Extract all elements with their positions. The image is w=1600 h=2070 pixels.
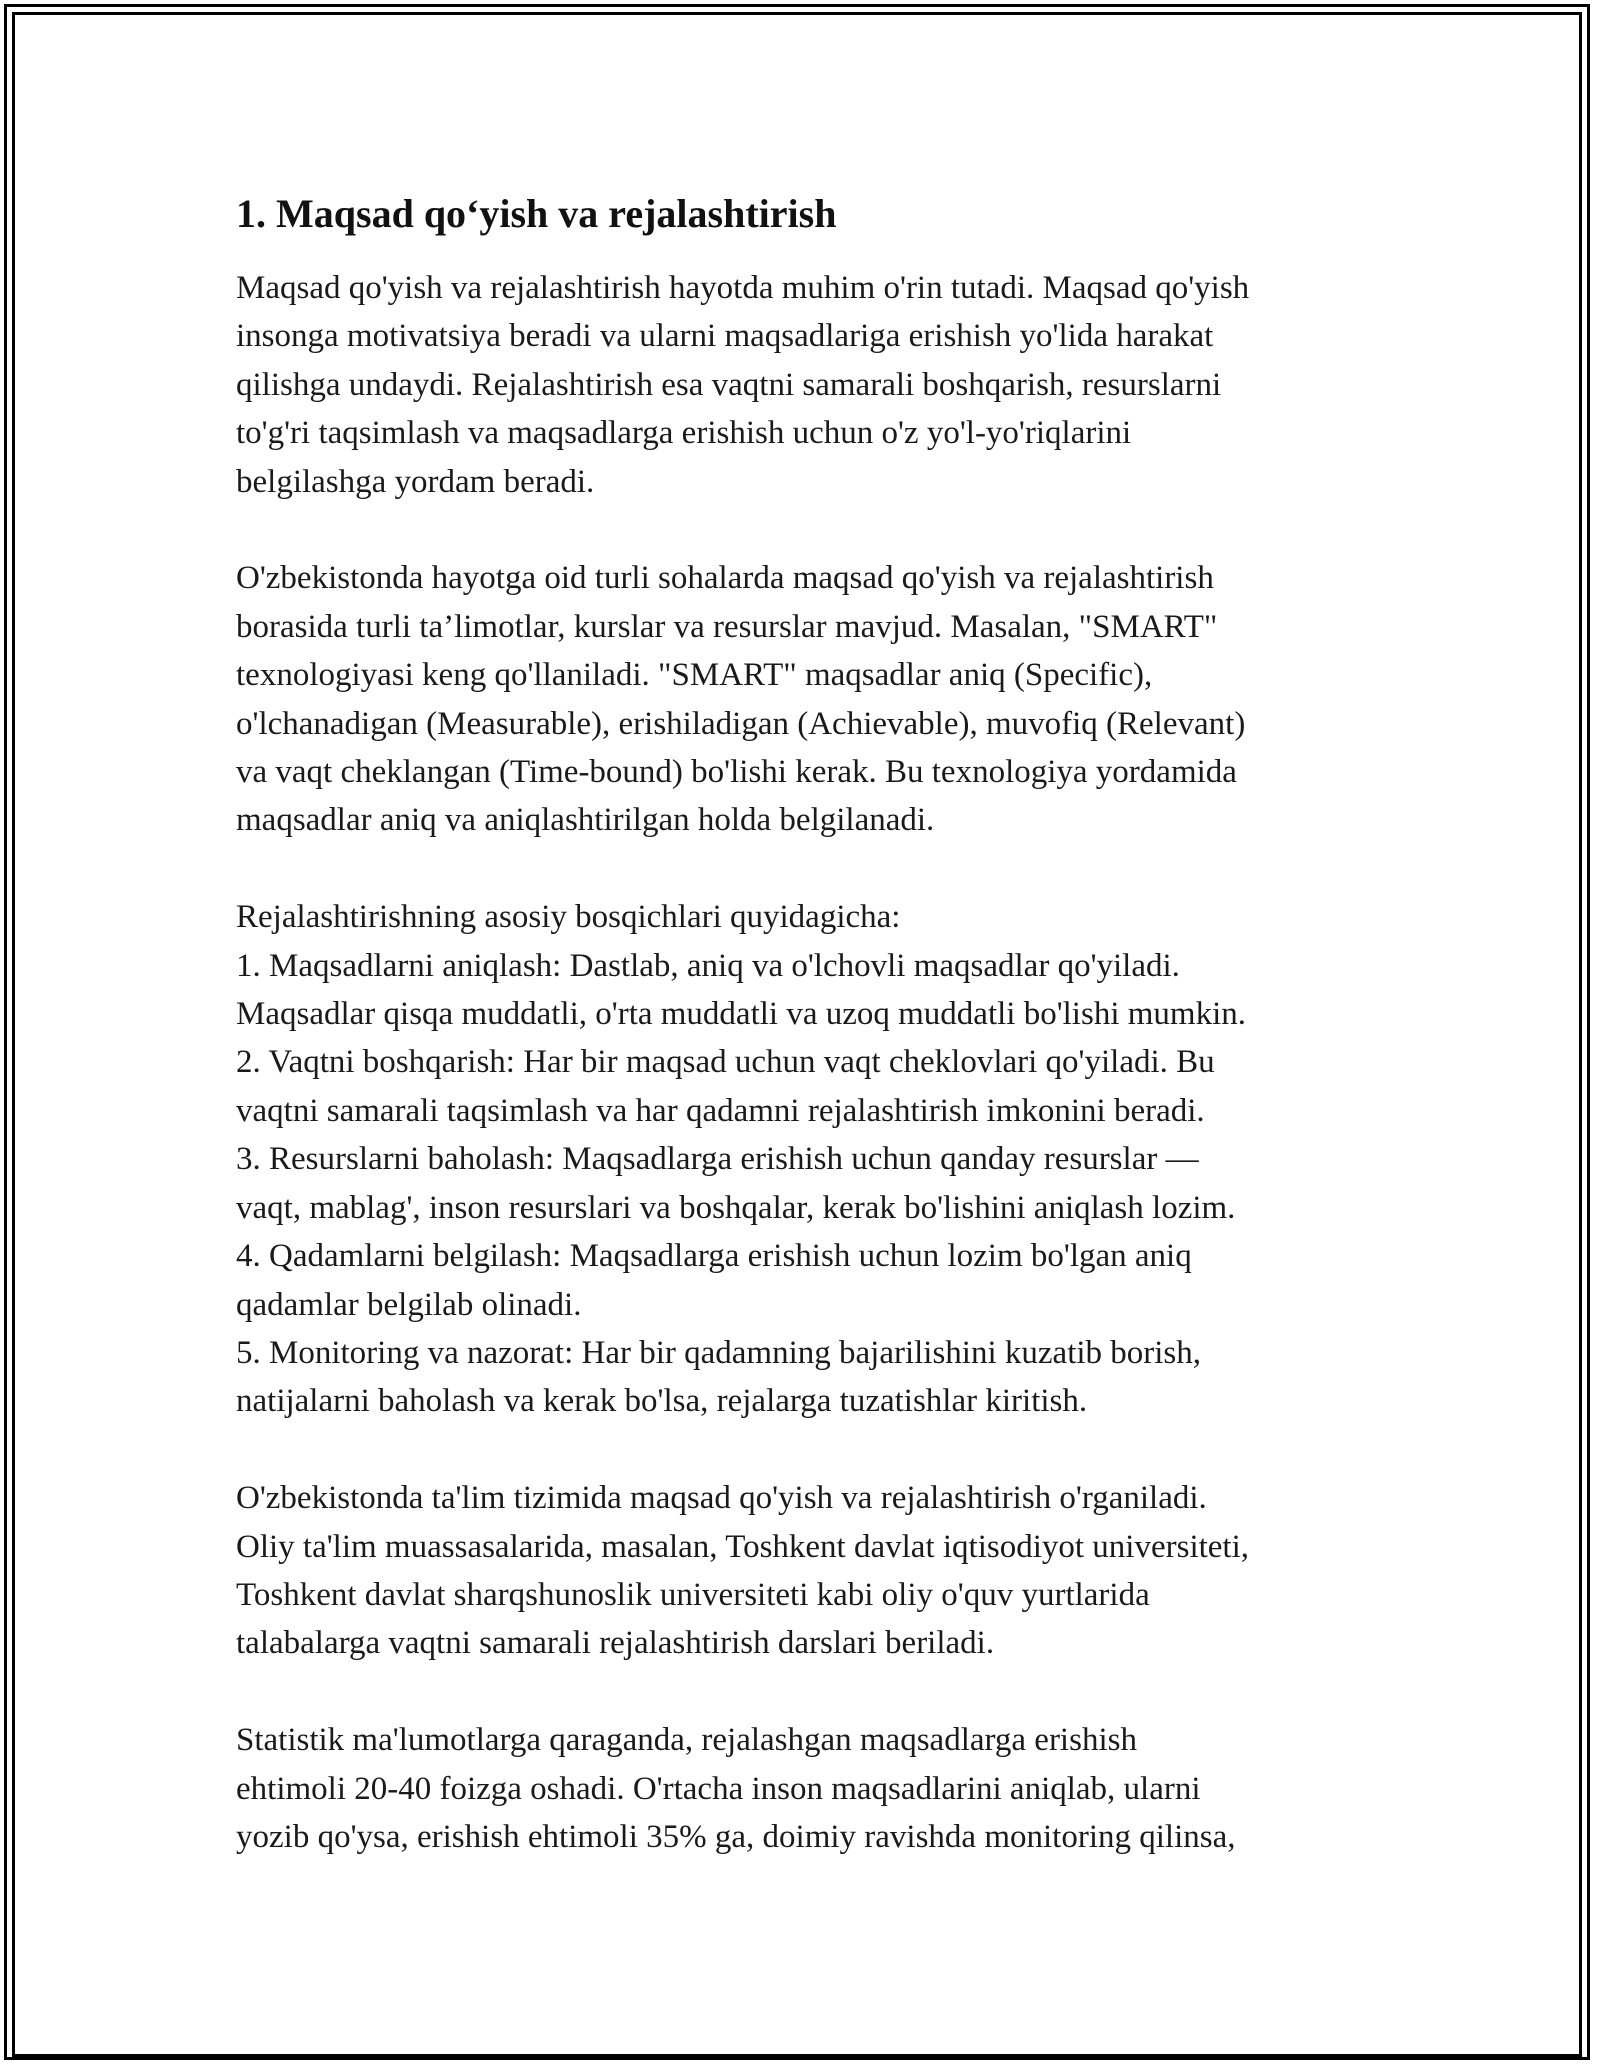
text-line: belgilashga yordam beradi. xyxy=(236,463,595,500)
text-line: Oliy ta'lim muassasalarida, masalan, Toshkent davlat iqtisodiyot universiteti, xyxy=(236,1528,1250,1565)
text-line: 5. Monitoring va nazorat: Har bir qadamning bajarilishini kuzatib borish, xyxy=(236,1334,1202,1371)
text-line: Statistik ma'lumotlarga qaraganda, rejalashgan maqsadlarga erishish xyxy=(236,1722,1137,1759)
text-line: O'zbekistonda ta'lim tizimida maqsad qo'yish va rejalashtirish o'rganiladi. xyxy=(236,1480,1207,1517)
text-line: maqsadlar aniq va aniqlashtirilgan holda belgilanadi. xyxy=(236,802,935,839)
document-body xyxy=(236,186,1416,1910)
text-line: vaqt, mablag', inson resurslari va boshqalar, kerak bo'lishini aniqlash lozim. xyxy=(236,1189,1236,1226)
text-line: talabalarga vaqtni samarali rejalashtirish darslari beriladi. xyxy=(236,1625,995,1662)
text-line: 2. Vaqtni boshqarish: Har bir maqsad uchun vaqt cheklovlari qo'yiladi. Bu xyxy=(236,1044,1215,1081)
text-line: yozib qo'ysa, erishish ehtimoli 35% ga, doimiy ravishda monitoring qilinsa, xyxy=(236,1818,1236,1855)
paragraph-steps xyxy=(236,893,1416,1425)
text-line: qadamlar belgilab olinadi. xyxy=(236,1286,582,1323)
text-line: borasida turli ta’limotlar, kurslar va resurslar mavjud. Masalan, "SMART" xyxy=(236,608,1218,645)
section-heading: 1. Maqsad qo‘yish va rejalashtirish xyxy=(236,191,837,236)
text-line: Toshkent davlat sharqshunoslik universiteti kabi oliy o'quv yurtlarida xyxy=(236,1576,1150,1613)
text-line: vaqtni samarali taqsimlash va har qadamni rejalashtirish imkonini beradi. xyxy=(236,1092,1205,1129)
text-line: insonga motivatsiya beradi va ularni maqsadlariga erishish yo'lida harakat xyxy=(236,318,1214,355)
text-line: to'g'ri taqsimlash va maqsadlarga erishish uchun o'z yo'l-yo'riqlarini xyxy=(236,415,1132,452)
text-line: Maqsad qo'yish va rejalashtirish hayotda muhim o'rin tutadi. Maqsad qo'yish xyxy=(236,270,1250,306)
text-line: Maqsadlar qisqa muddatli, o'rta muddatli va uzoq muddatli bo'lishi mumkin. xyxy=(236,996,1246,1033)
paragraph-education xyxy=(236,1474,1416,1668)
text-line: 3. Resurslarni baholash: Maqsadlarga erishish uchun qanday resurslar — xyxy=(236,1141,1199,1178)
text-line: Rejalashtirishning asosiy bosqichlari quyidagicha: xyxy=(236,899,901,936)
text-line: natijalarni baholash va kerak bo'lsa, rejalarga tuzatishlar kiritish. xyxy=(236,1383,1088,1420)
paragraph-intro xyxy=(236,264,1416,506)
text-line: qilishga undaydi. Rejalashtirish esa vaqtni samarali boshqarish, resurslarni xyxy=(236,366,1222,403)
text-line: o'lchanadigan (Measurable), erishiladigan (Achievable), muvofiq (Relevant) xyxy=(236,705,1246,742)
text-line: O'zbekistonda hayotga oid turli sohalarda maqsad qo'yish va rejalashtirish xyxy=(236,560,1214,597)
text-line: texnologiyasi keng qo'llaniladi. "SMART" maqsadlar aniq (Specific), xyxy=(236,657,1153,694)
text-line: 1. Maqsadlarni aniqlash: Dastlab, aniq va o'lchovli maqsadlar qo'yiladi. xyxy=(236,947,1180,984)
paragraph-smart xyxy=(236,554,1416,844)
text-line: ehtimoli 20-40 foizga oshadi. O'rtacha inson maqsadlarini aniqlab, ularni xyxy=(236,1770,1201,1807)
paragraph-statistics xyxy=(236,1716,1416,1861)
text-line: 4. Qadamlarni belgilash: Maqsadlarga erishish uchun lozim bo'lgan aniq xyxy=(236,1238,1192,1275)
text-line: va vaqt cheklangan (Time-bound) bo'lishi kerak. Bu texnologiya yordamida xyxy=(236,754,1237,791)
